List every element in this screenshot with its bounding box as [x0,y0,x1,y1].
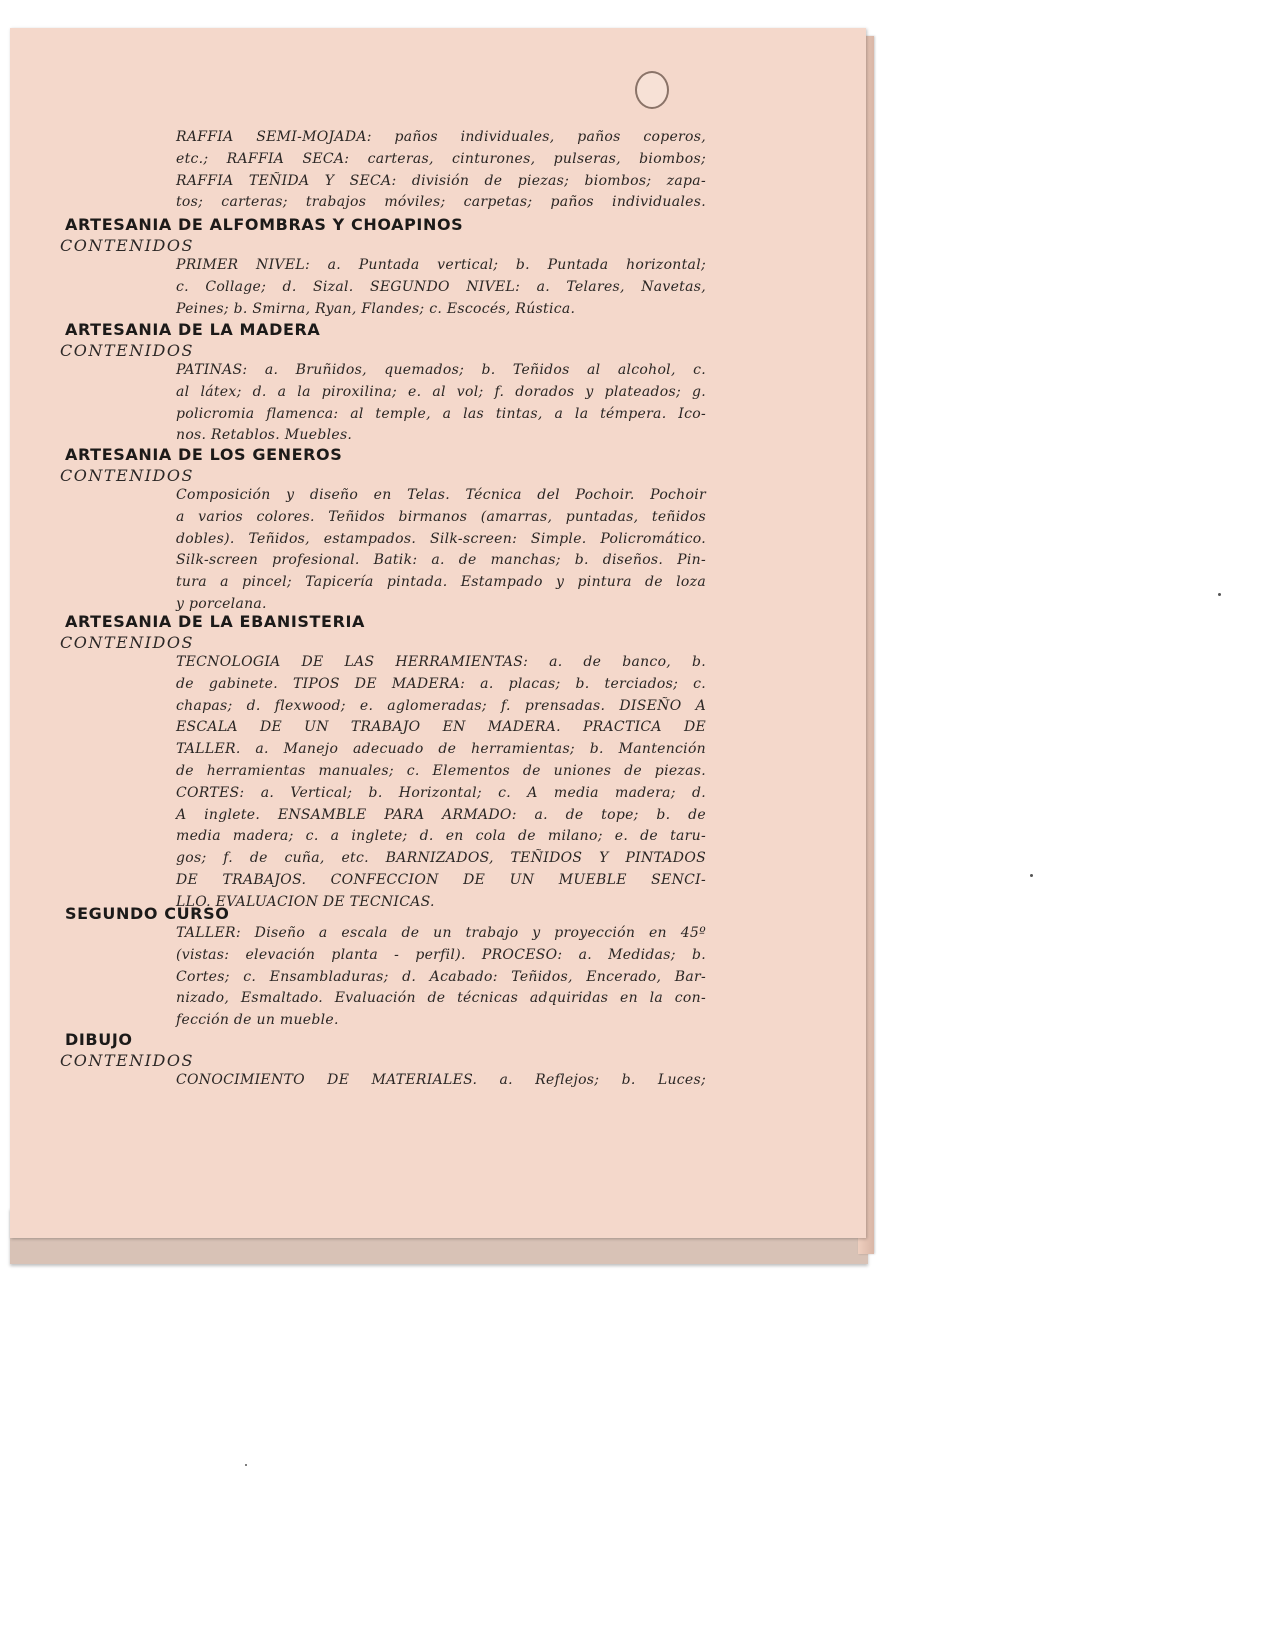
section-heading: ARTESANIA DE LA EBANISTERIA [65,612,366,631]
section-heading: ARTESANIA DE LA MADERA [65,320,321,339]
dust-speck [1030,874,1033,877]
text-line: CONOCIMIENTO DE MATERIALES. a. Reflejos; b. Luces; [176,1072,706,1088]
section-subheading: CONTENIDOS [60,1051,194,1070]
dust-speck [245,1464,247,1466]
section-paragraph [176,1070,706,1092]
section-heading: SEGUNDO CURSO [65,904,230,923]
text-line: dobles). Teñidos, estampados. Silk-screen: Simple. Policromático. [176,530,706,547]
text-line: nizado, Esmaltado. Evaluación de técnicas adquiridas en la con- [176,990,706,1007]
section-subheading: CONTENIDOS [60,633,194,652]
punch-hole [635,71,669,109]
section-heading: DIBUJO [65,1030,133,1049]
section-paragraph [176,255,706,320]
dust-speck [1218,593,1221,596]
section-subheading: CONTENIDOS [60,466,194,485]
text-line: fección de un mueble. [176,1012,339,1029]
text-line: policromia flamenca: al temple, a las tintas, a la témpera. Ico- [176,405,706,422]
section-paragraph [176,485,706,616]
text-line: etc.; RAFFIA SECA: carteras, cinturones, pulseras, biombos; [176,150,706,167]
section-subheading: CONTENIDOS [60,341,194,360]
text-line: TALLER: Diseño a escala de un trabajo y proyección en 45º [176,925,706,941]
text-line: Composición y diseño en Telas. Técnica del Pochoir. Pochoir [176,487,706,503]
section-heading: ARTESANIA DE LOS GENEROS [65,445,343,464]
section-paragraph [176,923,706,1032]
section-subheading: CONTENIDOS [60,236,194,255]
text-line: ESCALA DE UN TRABAJO EN MADERA. PRACTICA DE [176,719,706,736]
text-line: c. Collage; d. Sizal. SEGUNDO NIVEL: a. Telares, Navetas, [176,278,706,295]
text-line: DE TRABAJOS. CONFECCION DE UN MUEBLE SENCI- [176,871,706,888]
raffia-paragraph [176,127,706,214]
text-line: RAFFIA TEÑIDA Y SECA: división de piezas; biombos; zapa- [176,172,706,189]
text-line: nos. Retablos. Muebles. [176,427,353,444]
text-line: CORTES: a. Vertical; b. Horizontal; c. A media madera; d. [176,784,706,801]
text-line: a varios colores. Teñidos birmanos (amarras, puntadas, teñidos [176,508,706,525]
text-line: PATINAS: a. Bruñidos, quemados; b. Teñidos al alcohol, c. [176,362,706,378]
text-line: de gabinete. TIPOS DE MADERA: a. placas; b. terciados; c. [176,675,706,692]
section-heading: ARTESANIA DE ALFOMBRAS Y CHOAPINOS [65,215,464,234]
section-paragraph [176,652,706,914]
text-line: (vistas: elevación planta - perfil). PROCESO: a. Medidas; b. [176,946,706,963]
text-line: PRIMER NIVEL: a. Puntada vertical; b. Puntada horizontal; [176,257,706,273]
text-line: de herramientas manuales; c. Elementos de uniones de piezas. [176,762,706,779]
text-line: Cortes; c. Ensambladuras; d. Acabado: Teñidos, Encerado, Bar- [176,968,706,985]
text-line: chapas; d. flexwood; e. aglomeradas; f. prensadas. DISEÑO A [176,697,706,714]
text-line: Peines; b. Smirna, Ryan, Flandes; c. Escocés, Rústica. [176,300,576,317]
text-line: media madera; c. a inglete; d. en cola de milano; e. de taru- [176,828,706,845]
text-line: RAFFIA SEMI-MOJADA: paños individuales, paños coperos, [176,129,706,145]
text-line: Silk-screen profesional. Batik: a. de manchas; b. diseños. Pin- [176,552,706,569]
text-line: tura a pincel; Tapicería pintada. Estampado y pintura de loza [176,574,706,591]
text-line: al látex; d. a la piroxilina; e. al vol; f. dorados y plateados; g. [176,383,706,400]
text-line: gos; f. de cuña, etc. BARNIZADOS, TEÑIDOS Y PINTADOS [176,850,706,867]
text-line: TECNOLOGIA DE LAS HERRAMIENTAS: a. de banco, b. [176,654,706,670]
section-paragraph [176,360,706,447]
text-line: y porcelana. [176,595,267,612]
text-line: LLO. EVALUACION DE TECNICAS. [176,893,435,910]
text-line: tos; carteras; trabajos móviles; carpetas; paños individuales. [176,194,706,211]
text-line: A inglete. ENSAMBLE PARA ARMADO: a. de tope; b. de [176,806,706,823]
document-page [10,28,866,1238]
text-line: TALLER. a. Manejo adecuado de herramientas; b. Mantención [176,741,706,758]
